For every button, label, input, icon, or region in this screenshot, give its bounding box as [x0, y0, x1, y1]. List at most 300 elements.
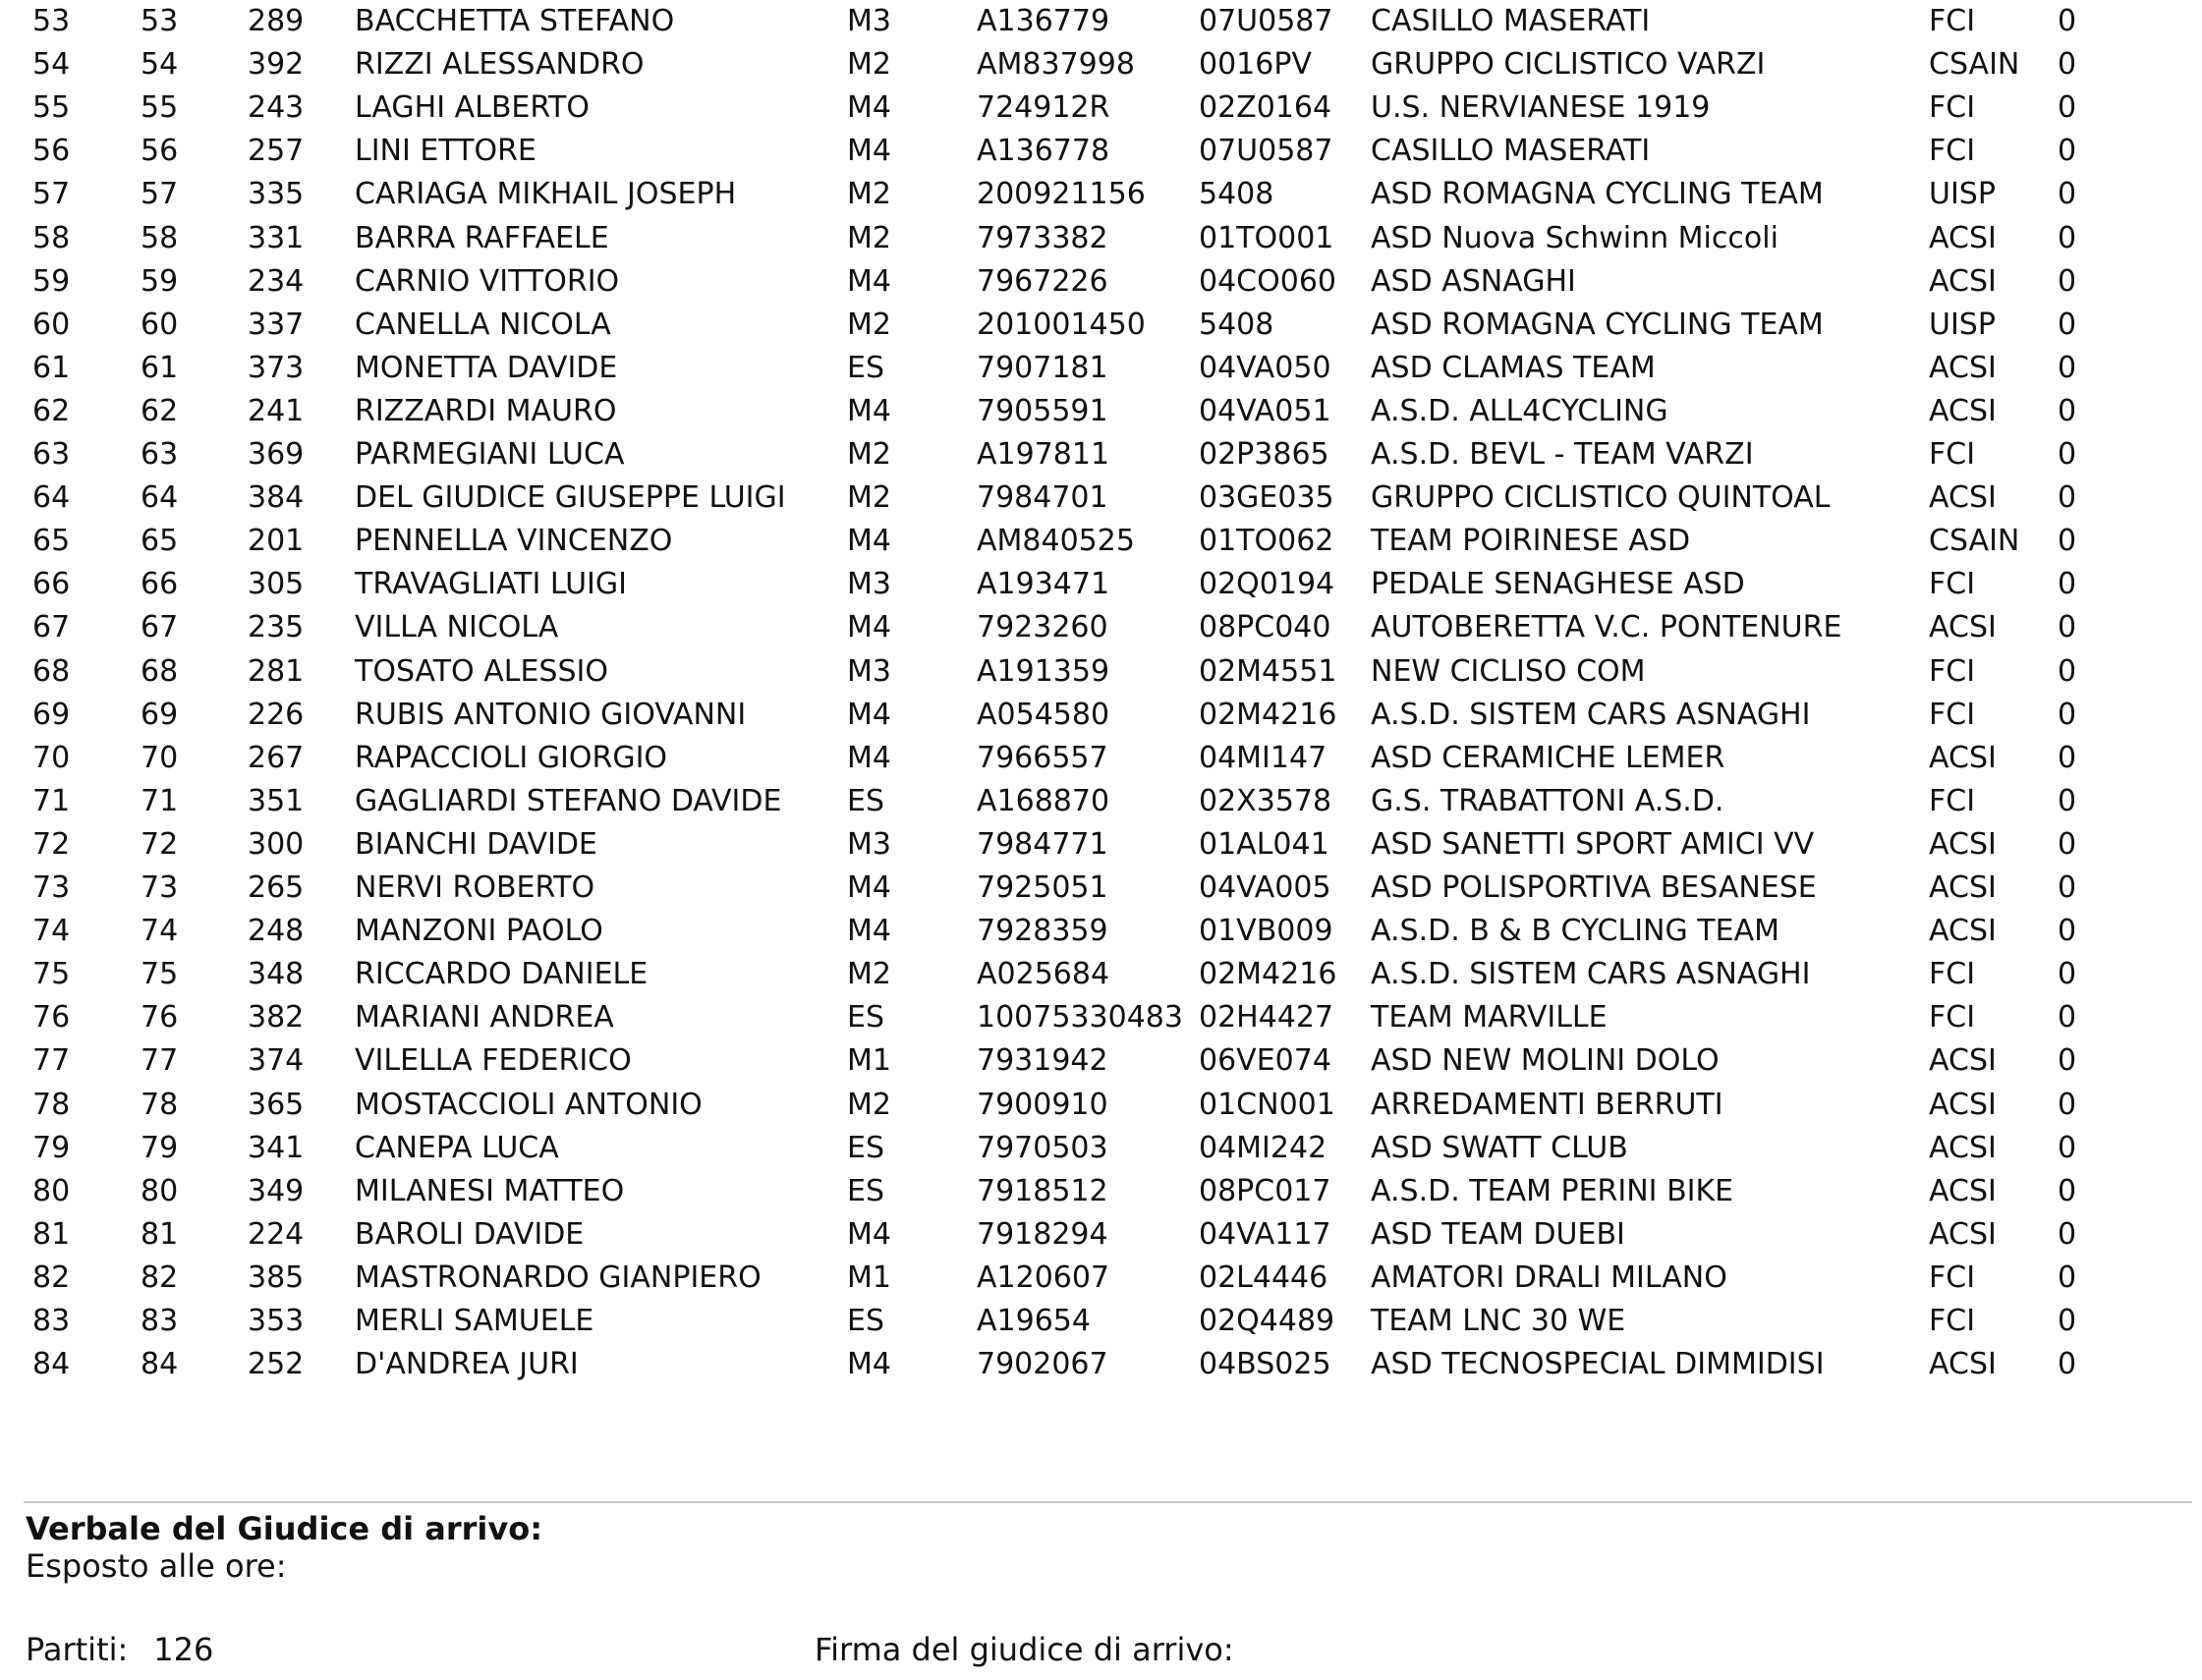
verbale-title: Verbale del Giudice di arrivo: [26, 1510, 543, 1547]
federation-cell: FCI [1929, 567, 1976, 602]
athlete-name-cell: MERLI SAMUELE [355, 1304, 594, 1338]
pos-cell: 63 [32, 437, 71, 472]
category-cell: M1 [847, 1260, 891, 1295]
table-row [0, 86, 2202, 130]
bib-cell: 241 [248, 393, 305, 428]
pos-cell: 59 [32, 263, 71, 299]
license-cell: 10075330483 [977, 1000, 1183, 1036]
federation-cell: FCI [1929, 697, 1976, 732]
athlete-name-cell: MILANESI MATTEO [355, 1173, 625, 1208]
pos-cat-cell: 56 [141, 134, 179, 169]
team-code-cell: 5408 [1199, 177, 1274, 212]
pos-cat-cell: 75 [141, 957, 179, 992]
team-code-cell: 04MI242 [1199, 1130, 1327, 1165]
pos-cat-cell: 74 [141, 914, 179, 949]
pos-cat-cell: 82 [141, 1260, 179, 1295]
team-code-cell: 06VE074 [1199, 1043, 1331, 1079]
category-cell: M4 [847, 1347, 891, 1382]
points-cell: 0 [2058, 610, 2077, 645]
license-cell: 7931942 [977, 1043, 1108, 1079]
table-row [0, 1039, 2202, 1083]
federation-cell: FCI [1929, 134, 1976, 169]
table-row [0, 1127, 2202, 1170]
athlete-name-cell: D'ANDREA JURI [355, 1347, 579, 1382]
athlete-name-cell: MONETTA DAVIDE [355, 350, 618, 385]
license-cell: 7902067 [977, 1347, 1108, 1382]
category-cell: M4 [847, 90, 891, 126]
athlete-name-cell: MANZONI PAOLO [355, 914, 603, 949]
federation-cell: FCI [1929, 1260, 1976, 1295]
table-row [0, 953, 2202, 996]
athlete-name-cell: RAPACCIOLI GIORGIO [355, 740, 668, 775]
category-cell: M4 [847, 740, 891, 775]
license-cell: 7923260 [977, 610, 1108, 645]
points-cell: 0 [2058, 437, 2077, 472]
table-row [0, 1300, 2202, 1343]
bib-cell: 257 [248, 134, 305, 169]
pos-cell: 57 [32, 177, 71, 212]
bib-cell: 348 [248, 957, 305, 992]
pos-cell: 68 [32, 653, 71, 689]
bib-cell: 305 [248, 567, 305, 602]
category-cell: ES [847, 350, 884, 385]
pos-cat-cell: 62 [141, 393, 179, 428]
firma-label: Firma del giudice di arrivo: [815, 1631, 1234, 1668]
athlete-name-cell: CARNIO VITTORIO [355, 263, 620, 299]
category-cell: M4 [847, 393, 891, 428]
team-code-cell: 08PC017 [1199, 1173, 1331, 1208]
pos-cat-cell: 77 [141, 1043, 179, 1079]
table-row [0, 650, 2202, 694]
points-cell: 0 [2058, 697, 2077, 732]
category-cell: ES [847, 1000, 884, 1036]
athlete-name-cell: TRAVAGLIATI LUIGI [355, 567, 627, 602]
license-cell: 7928359 [977, 914, 1108, 949]
pos-cell: 58 [32, 220, 71, 255]
category-cell: M2 [847, 1087, 891, 1122]
bib-cell: 265 [248, 870, 305, 905]
license-cell: 7984701 [977, 480, 1108, 516]
federation-cell: ACSI [1929, 870, 1997, 905]
table-row [0, 260, 2202, 304]
pos-cell: 80 [32, 1173, 71, 1208]
bib-cell: 392 [248, 47, 305, 83]
team-code-cell: 04BS025 [1199, 1347, 1331, 1382]
team-name-cell: TEAM MARVILLE [1371, 1000, 1608, 1036]
federation-cell: FCI [1929, 653, 1976, 689]
team-name-cell: AUTOBERETTA V.C. PONTENURE [1371, 610, 1842, 645]
federation-cell: ACSI [1929, 350, 1997, 385]
pos-cat-cell: 61 [141, 350, 179, 385]
pos-cat-cell: 78 [141, 1087, 179, 1122]
bib-cell: 385 [248, 1260, 305, 1295]
points-cell: 0 [2058, 957, 2077, 992]
pos-cell: 61 [32, 350, 71, 385]
bib-cell: 235 [248, 610, 305, 645]
team-name-cell: TEAM LNC 30 WE [1371, 1304, 1626, 1338]
federation-cell: FCI [1929, 1304, 1976, 1338]
points-cell: 0 [2058, 1260, 2077, 1295]
athlete-name-cell: TOSATO ALESSIO [355, 653, 608, 689]
category-cell: M2 [847, 307, 891, 342]
federation-cell: ACSI [1929, 393, 1997, 428]
team-name-cell: A.S.D. SISTEM CARS ASNAGHI [1371, 697, 1811, 732]
pos-cat-cell: 53 [141, 4, 179, 38]
table-row [0, 1084, 2202, 1127]
pos-cell: 71 [32, 783, 71, 818]
athlete-name-cell: CARIAGA MIKHAIL JOSEPH [355, 177, 737, 212]
team-name-cell: ASD CLAMAS TEAM [1371, 350, 1656, 385]
team-name-cell: A.S.D. B & B CYCLING TEAM [1371, 914, 1779, 949]
bib-cell: 267 [248, 740, 305, 775]
bib-cell: 300 [248, 826, 305, 862]
table-row [0, 520, 2202, 563]
license-cell: 7907181 [977, 350, 1108, 385]
federation-cell: FCI [1929, 783, 1976, 818]
points-cell: 0 [2058, 826, 2077, 862]
section-divider [24, 1501, 2192, 1503]
federation-cell: ACSI [1929, 1130, 1997, 1165]
federation-cell: FCI [1929, 957, 1976, 992]
partiti-value: 126 [153, 1631, 214, 1668]
team-code-cell: 02P3865 [1199, 437, 1329, 472]
athlete-name-cell: BAROLI DAVIDE [355, 1216, 585, 1252]
points-cell: 0 [2058, 524, 2077, 559]
points-cell: 0 [2058, 653, 2077, 689]
category-cell: M4 [847, 697, 891, 732]
team-name-cell: ASD SWATT CLUB [1371, 1130, 1628, 1165]
team-code-cell: 02Q0194 [1199, 567, 1335, 602]
team-code-cell: 02L4446 [1199, 1260, 1328, 1295]
team-code-cell: 03GE035 [1199, 480, 1334, 516]
table-row [0, 390, 2202, 433]
bib-cell: 226 [248, 697, 305, 732]
athlete-name-cell: BIANCHI DAVIDE [355, 826, 597, 862]
license-cell: 7967226 [977, 263, 1108, 299]
team-name-cell: ASD ROMAGNA CYCLING TEAM [1371, 177, 1824, 212]
pos-cat-cell: 83 [141, 1304, 179, 1338]
partiti-line [26, 1630, 213, 1669]
team-name-cell: AMATORI DRALI MILANO [1371, 1260, 1727, 1295]
athlete-name-cell: VILELLA FEDERICO [355, 1043, 632, 1079]
athlete-name-cell: RIZZI ALESSANDRO [355, 47, 645, 83]
bib-cell: 337 [248, 307, 305, 342]
team-code-cell: 07U0587 [1199, 134, 1333, 169]
athlete-name-cell: RUBIS ANTONIO GIOVANNI [355, 697, 747, 732]
license-cell: 724912R [977, 90, 1110, 126]
pos-cell: 83 [32, 1304, 71, 1338]
license-cell: A025684 [977, 957, 1110, 992]
pos-cat-cell: 73 [141, 870, 179, 905]
athlete-name-cell: PARMEGIANI LUCA [355, 437, 625, 472]
table-row [0, 823, 2202, 867]
team-code-cell: 07U0587 [1199, 4, 1333, 38]
table-row [0, 1213, 2202, 1257]
bib-cell: 289 [248, 4, 305, 38]
team-code-cell: 02M4216 [1199, 957, 1337, 992]
bib-cell: 248 [248, 914, 305, 949]
table-row [0, 433, 2202, 476]
team-code-cell: 01TO001 [1199, 220, 1334, 255]
points-cell: 0 [2058, 783, 2077, 818]
license-cell: 201001450 [977, 307, 1146, 342]
bib-cell: 281 [248, 653, 305, 689]
pos-cat-cell: 81 [141, 1216, 179, 1252]
license-cell: AM840525 [977, 524, 1135, 559]
category-cell: M3 [847, 826, 891, 862]
pos-cell: 78 [32, 1087, 71, 1122]
team-code-cell: 04MI147 [1199, 740, 1327, 775]
bib-cell: 335 [248, 177, 305, 212]
team-code-cell: 02X3578 [1199, 783, 1332, 818]
points-cell: 0 [2058, 90, 2077, 126]
partiti-label: Partiti: [26, 1631, 129, 1668]
license-cell: 7925051 [977, 870, 1108, 905]
athlete-name-cell: NERVI ROBERTO [355, 870, 595, 905]
bib-cell: 252 [248, 1347, 305, 1382]
license-cell: 7970503 [977, 1130, 1108, 1165]
license-cell: 7900910 [977, 1087, 1108, 1122]
category-cell: M3 [847, 653, 891, 689]
federation-cell: FCI [1929, 1000, 1976, 1036]
team-code-cell: 01TO062 [1199, 524, 1334, 559]
table-row [0, 563, 2202, 606]
pos-cell: 69 [32, 697, 71, 732]
team-code-cell: 04VA117 [1199, 1216, 1331, 1252]
table-row [0, 173, 2202, 216]
team-name-cell: NEW CICLISO COM [1371, 653, 1646, 689]
points-cell: 0 [2058, 1130, 2077, 1165]
federation-cell: ACSI [1929, 914, 1997, 949]
license-cell: A136778 [977, 134, 1110, 169]
federation-cell: FCI [1929, 437, 1976, 472]
team-name-cell: U.S. NERVIANESE 1919 [1371, 90, 1711, 126]
table-row [0, 996, 2202, 1039]
pos-cat-cell: 67 [141, 610, 179, 645]
team-code-cell: 08PC040 [1199, 610, 1331, 645]
athlete-name-cell: MASTRONARDO GIANPIERO [355, 1260, 762, 1295]
points-cell: 0 [2058, 740, 2077, 775]
table-row [0, 606, 2202, 649]
pos-cat-cell: 63 [141, 437, 179, 472]
pos-cat-cell: 66 [141, 567, 179, 602]
team-name-cell: TEAM POIRINESE ASD [1371, 524, 1691, 559]
team-name-cell: ASD TECNOSPECIAL DIMMIDISI [1371, 1347, 1825, 1382]
team-name-cell: PEDALE SENAGHESE ASD [1371, 567, 1745, 602]
pos-cat-cell: 55 [141, 90, 179, 126]
team-name-cell: A.S.D. SISTEM CARS ASNAGHI [1371, 957, 1811, 992]
bib-cell: 365 [248, 1087, 305, 1122]
bib-cell: 331 [248, 220, 305, 255]
team-code-cell: 02H4427 [1199, 1000, 1334, 1036]
category-cell: ES [847, 1173, 884, 1208]
category-cell: M1 [847, 1043, 891, 1079]
team-code-cell: 04VA050 [1199, 350, 1331, 385]
license-cell: 7918512 [977, 1173, 1108, 1208]
athlete-name-cell: BACCHETTA STEFANO [355, 4, 675, 38]
table-row [0, 217, 2202, 260]
athlete-name-cell: MARIANI ANDREA [355, 1000, 614, 1036]
category-cell: M4 [847, 1216, 891, 1252]
athlete-name-cell: CANELLA NICOLA [355, 307, 611, 342]
federation-cell: ACSI [1929, 1087, 1997, 1122]
federation-cell: ACSI [1929, 1216, 1997, 1252]
athlete-name-cell: BARRA RAFFAELE [355, 220, 609, 255]
athlete-name-cell: PENNELLA VINCENZO [355, 524, 673, 559]
federation-cell: ACSI [1929, 1347, 1997, 1382]
category-cell: M2 [847, 957, 891, 992]
pos-cell: 54 [32, 47, 71, 83]
license-cell: A136779 [977, 4, 1110, 38]
category-cell: M2 [847, 177, 891, 212]
points-cell: 0 [2058, 1087, 2077, 1122]
team-name-cell: ARREDAMENTI BERRUTI [1371, 1087, 1723, 1122]
athlete-name-cell: CANEPA LUCA [355, 1130, 559, 1165]
pos-cat-cell: 76 [141, 1000, 179, 1036]
federation-cell: ACSI [1929, 610, 1997, 645]
license-cell: 200921156 [977, 177, 1146, 212]
points-cell: 0 [2058, 1304, 2077, 1338]
points-cell: 0 [2058, 47, 2077, 83]
category-cell: M2 [847, 480, 891, 516]
pos-cat-cell: 68 [141, 653, 179, 689]
pos-cell: 75 [32, 957, 71, 992]
pos-cell: 55 [32, 90, 71, 126]
team-name-cell: ASD CERAMICHE LEMER [1371, 740, 1725, 775]
pos-cat-cell: 80 [141, 1173, 179, 1208]
federation-cell: ACSI [1929, 826, 1997, 862]
athlete-name-cell: DEL GIUDICE GIUSEPPE LUIGI [355, 480, 786, 516]
table-row [0, 43, 2202, 86]
federation-cell: ACSI [1929, 480, 1997, 516]
category-cell: ES [847, 1304, 884, 1338]
category-cell: M2 [847, 220, 891, 255]
category-cell: M3 [847, 4, 891, 38]
federation-cell: ACSI [1929, 740, 1997, 775]
pos-cell: 70 [32, 740, 71, 775]
category-cell: M2 [847, 437, 891, 472]
pos-cat-cell: 64 [141, 480, 179, 516]
federation-cell: CSAIN [1929, 47, 2020, 83]
bib-cell: 374 [248, 1043, 305, 1079]
athlete-name-cell: RICCARDO DANIELE [355, 957, 649, 992]
table-row [0, 130, 2202, 173]
table-row [0, 1257, 2202, 1300]
license-cell: A120607 [977, 1260, 1110, 1295]
pos-cell: 62 [32, 393, 71, 428]
bib-cell: 224 [248, 1216, 305, 1252]
pos-cell: 74 [32, 914, 71, 949]
team-name-cell: ASD TEAM DUEBI [1371, 1216, 1625, 1252]
license-cell: 7984771 [977, 826, 1108, 862]
points-cell: 0 [2058, 567, 2077, 602]
category-cell: M4 [847, 870, 891, 905]
points-cell: 0 [2058, 393, 2077, 428]
pos-cell: 81 [32, 1216, 71, 1252]
athlete-name-cell: VILLA NICOLA [355, 610, 559, 645]
federation-cell: CSAIN [1929, 524, 2020, 559]
athlete-name-cell: MOSTACCIOLI ANTONIO [355, 1087, 703, 1122]
pos-cat-cell: 70 [141, 740, 179, 775]
license-cell: A054580 [977, 697, 1110, 732]
team-code-cell: 02Z0164 [1199, 90, 1332, 126]
athlete-name-cell: LINI ETTORE [355, 134, 536, 169]
table-row [0, 910, 2202, 953]
bib-cell: 341 [248, 1130, 305, 1165]
points-cell: 0 [2058, 220, 2077, 255]
category-cell: ES [847, 783, 884, 818]
team-name-cell: CASILLO MASERATI [1371, 134, 1651, 169]
team-name-cell: A.S.D. BEVL - TEAM VARZI [1371, 437, 1754, 472]
table-row [0, 304, 2202, 347]
pos-cell: 67 [32, 610, 71, 645]
points-cell: 0 [2058, 4, 2077, 38]
team-code-cell: 02M4551 [1199, 653, 1337, 689]
pos-cell: 56 [32, 134, 71, 169]
pos-cat-cell: 84 [141, 1347, 179, 1382]
team-name-cell: GRUPPO CICLISTICO VARZI [1371, 47, 1766, 83]
federation-cell: ACSI [1929, 1173, 1997, 1208]
athlete-name-cell: GAGLIARDI STEFANO DAVIDE [355, 783, 782, 818]
pos-cell: 84 [32, 1347, 71, 1382]
team-name-cell: ASD ROMAGNA CYCLING TEAM [1371, 307, 1824, 342]
pos-cat-cell: 65 [141, 524, 179, 559]
category-cell: M2 [847, 47, 891, 83]
bib-cell: 243 [248, 90, 305, 126]
pos-cell: 72 [32, 826, 71, 862]
bib-cell: 373 [248, 350, 305, 385]
license-cell: 7918294 [977, 1216, 1108, 1252]
federation-cell: UISP [1929, 177, 1996, 212]
category-cell: M4 [847, 914, 891, 949]
bib-cell: 384 [248, 480, 305, 516]
license-cell: A168870 [977, 783, 1110, 818]
points-cell: 0 [2058, 1347, 2077, 1382]
pos-cat-cell: 79 [141, 1130, 179, 1165]
license-cell: A19654 [977, 1304, 1091, 1338]
athlete-name-cell: RIZZARDI MAURO [355, 393, 617, 428]
category-cell: M3 [847, 567, 891, 602]
bib-cell: 201 [248, 524, 305, 559]
table-row [0, 476, 2202, 520]
team-code-cell: 02Q4489 [1199, 1304, 1335, 1338]
points-cell: 0 [2058, 870, 2077, 905]
license-cell: AM837998 [977, 47, 1135, 83]
pos-cell: 65 [32, 524, 71, 559]
team-code-cell: 01VB009 [1199, 914, 1333, 949]
pos-cat-cell: 69 [141, 697, 179, 732]
pos-cell: 53 [32, 4, 71, 38]
team-name-cell: G.S. TRABATTONI A.S.D. [1371, 783, 1724, 818]
esposto-label: Esposto alle ore: [26, 1547, 287, 1585]
category-cell: M4 [847, 524, 891, 559]
pos-cat-cell: 57 [141, 177, 179, 212]
points-cell: 0 [2058, 1216, 2077, 1252]
table-row [0, 1343, 2202, 1386]
license-cell: A193471 [977, 567, 1110, 602]
points-cell: 0 [2058, 1173, 2077, 1208]
points-cell: 0 [2058, 263, 2077, 299]
team-code-cell: 02M4216 [1199, 697, 1337, 732]
bib-cell: 369 [248, 437, 305, 472]
federation-cell: UISP [1929, 307, 1996, 342]
points-cell: 0 [2058, 177, 2077, 212]
team-name-cell: GRUPPO CICLISTICO QUINTOAL [1371, 480, 1831, 516]
pos-cat-cell: 72 [141, 826, 179, 862]
category-cell: M4 [847, 610, 891, 645]
federation-cell: ACSI [1929, 220, 1997, 255]
team-name-cell: A.S.D. TEAM PERINI BIKE [1371, 1173, 1734, 1208]
